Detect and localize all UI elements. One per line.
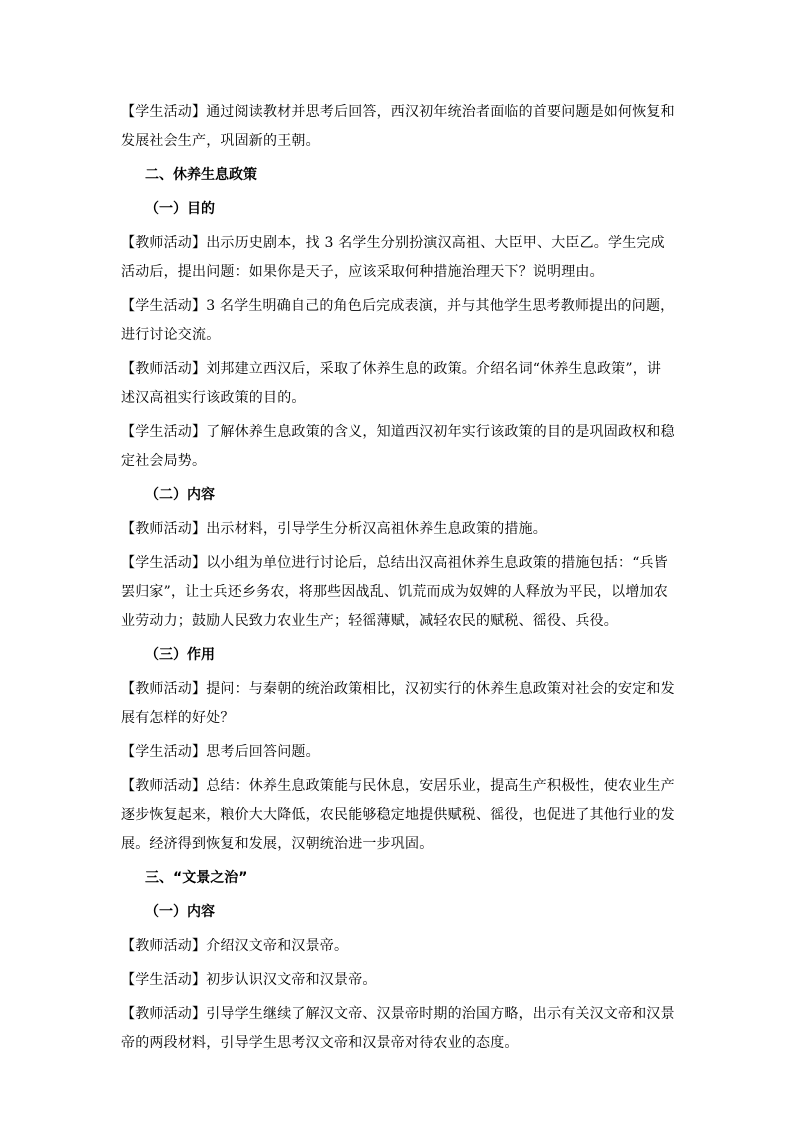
body-paragraph: 【学生活动】以小组为单位进行讨论后，总结出汉高祖休养生息政策的措施包括：“兵皆罢归家”，让士兵还乡务农，将那些因战乱、饥荒而成为奴婢的人释放为平民，以增加农业劳动力；鼓励人民致力农业生产；轻徭薄赋，减轻农民的赋税、徭役、兵役。 (121, 555, 668, 629)
body-paragraph: 【学生活动】通过阅读教材并思考后回答，西汉初年统治者面临的首要问题是如何恢复和发展社会生产，巩固新的王朝。 (121, 104, 675, 149)
document-page (121, 98, 675, 1063)
section-heading: （二）内容 (145, 487, 215, 503)
section-heading: （一）内容 (145, 904, 215, 920)
body-paragraph: 【教师活动】介绍汉文帝和汉景帝。 (121, 938, 349, 954)
body-paragraph: 【教师活动】提问：与秦朝的统治政策相比，汉初实行的休养生息政策对社会的安定和发展有怎样的好处？ (121, 681, 675, 726)
document-body (121, 98, 675, 1058)
section-heading: （三）作用 (145, 647, 215, 663)
section-heading: 二、休养生息政策 (145, 167, 257, 183)
body-paragraph: 【教师活动】刘邦建立西汉后，采取了休养生息的政策。介绍名词“休养生息政策”，讲述汉高祖实行该政策的目的。 (121, 361, 662, 406)
body-paragraph: 【教师活动】出示历史剧本，找 3 名学生分别扮演汉高祖、大臣甲、大臣乙。学生完成活动后，提出问题：如果你是天子，应该采取何种措施治理天下？说明理由。 (121, 235, 665, 280)
body-paragraph: 【教师活动】引导学生继续了解汉文帝、汉景帝时期的治国方略，出示有关汉文帝和汉景帝的两段材料，引导学生思考汉文帝和汉景帝对待农业的态度。 (121, 1006, 675, 1051)
body-paragraph: 【教师活动】总结：休养生息政策能与民休息，安居乐业，提高生产积极性，使农业生产逐步恢复起来，粮价大大降低，农民能够稳定地提供赋税、徭役，也促进了其他行业的发展。经济得到恢复和发展，汉朝统治进一步巩固。 (121, 778, 675, 852)
body-paragraph: 【学生活动】思考后回答问题。 (121, 744, 320, 760)
section-heading: （一）目的 (145, 201, 215, 217)
body-paragraph: 【学生活动】3 名学生明确自己的角色后完成表演，并与其他学生思考教师提出的问题，进行讨论交流。 (121, 298, 675, 343)
body-paragraph: 【学生活动】了解休养生息政策的含义，知道西汉初年实行该政策的目的是巩固政权和稳定社会局势。 (121, 424, 675, 469)
section-heading: 三、“文景之治” (145, 870, 248, 886)
body-paragraph: 【学生活动】初步认识汉文帝和汉景帝。 (121, 972, 377, 988)
body-paragraph: 【教师活动】出示材料，引导学生分析汉高祖休养生息政策的措施。 (121, 521, 547, 537)
